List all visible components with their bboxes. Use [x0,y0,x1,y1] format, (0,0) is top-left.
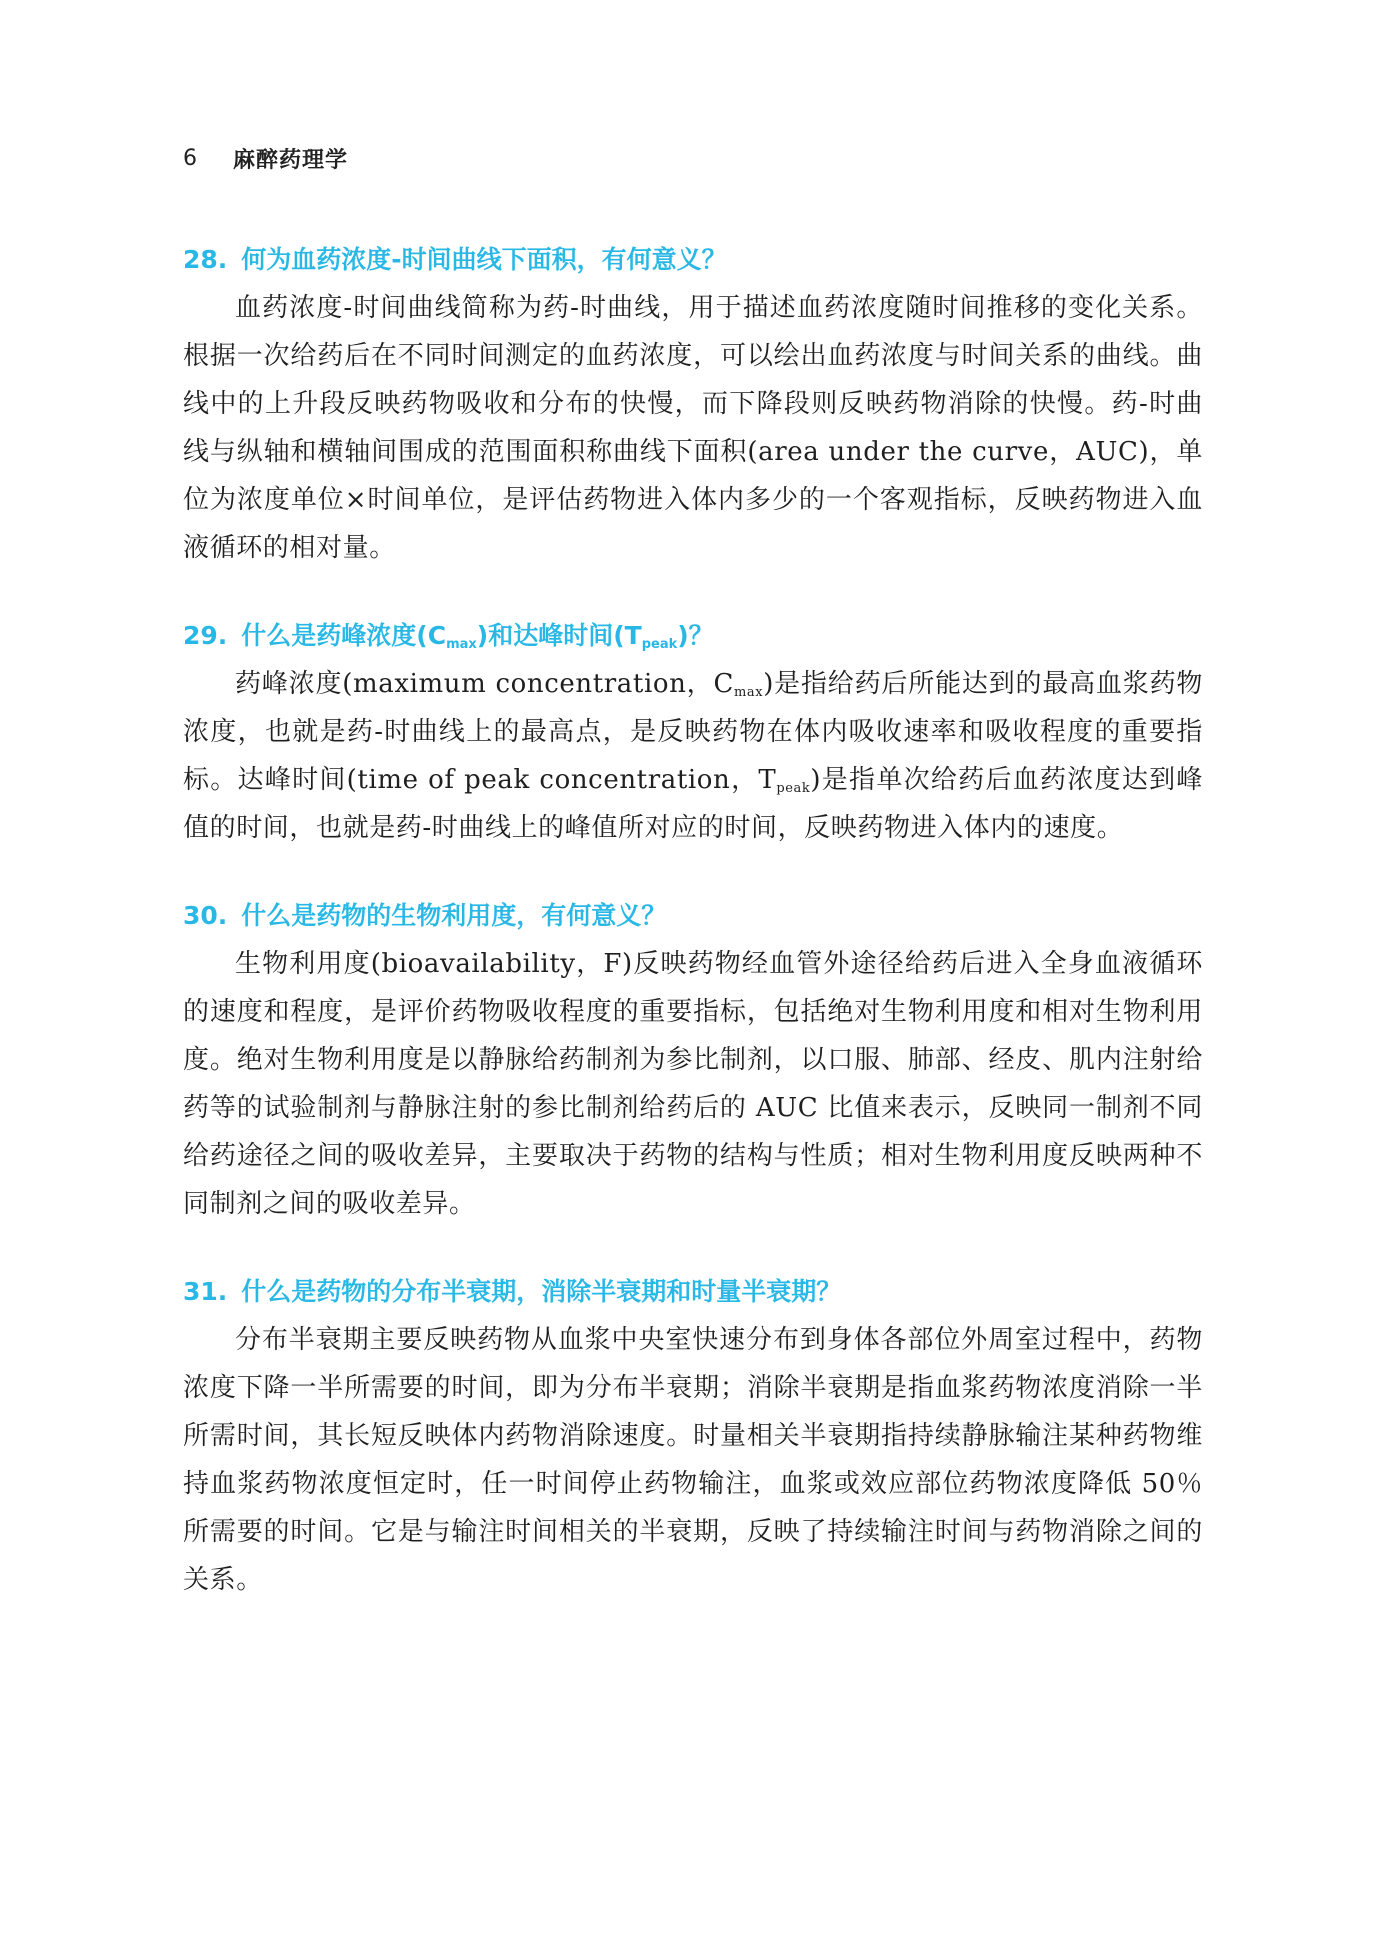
question-29-heading [183,612,1203,660]
question-number: 29. [183,621,228,650]
subscript-max: max [446,637,477,652]
answer-paragraph: 分布半衰期主要反映药物从血浆中央室快速分布到身体各部位外周室过程中，药物浓度下降一半所需要的时间，即为分布半衰期；消除半衰期是指血浆药物浓度消除一半所需时间，其长短反映体内药物消除速度。时量相关半衰期指持续静脉输注某种药物维持血浆药物浓度恒定时，任一时间停止药物输注，血浆或效应部位药物浓度降低 50％所需要的时间。它是与输注时间相关的半衰期，反映了持续输注时间与药物消除之间的关系。 [183,1325,1203,1595]
answer-paragraph [183,660,1203,852]
question-31-section [183,1268,1203,1604]
title-text: )？ [677,621,714,650]
question-title: 何为血药浓度-时间曲线下面积，有何意义？ [241,245,727,274]
subscript-peak: peak [641,637,678,652]
question-number: 30. [183,901,228,930]
question-29-section [183,612,1203,852]
subscript-peak: peak [776,781,811,796]
running-head [183,140,348,176]
question-number: 28. [183,245,228,274]
subscript-max: max [734,685,764,700]
body-text: 药峰浓度(maximum concentration，C [235,669,734,699]
question-title: 什么是药物的分布半衰期，消除半衰期和时量半衰期？ [241,1277,842,1306]
question-28-heading [183,236,1203,284]
question-31-heading [183,1268,1203,1316]
question-title [241,621,713,650]
page-content [183,236,1203,1644]
answer-paragraph: 生物利用度(bioavailability，F)反映药物经血管外途径给药后进入全身血液循环的速度和程度，是评价药物吸收程度的重要指标，包括绝对生物利用度和相对生物利用度。绝对生物利用度是以静脉给药制剂为参比制剂，以口服、肺部、经皮、肌内注射给药等的试验制剂与静脉注射的参比制剂给药后的 AUC 比值来表示，反映同一制剂不同给药途径之间的吸收差异，主要取决于药物的结构与性质；相对生物利用度反映两种不同制剂之间的吸收差异。 [183,949,1203,1219]
title-text: 什么是药峰浓度(C [241,621,447,650]
body-text: )是指给药后所能达到的最高血浆药物浓度，也就是药-时曲线上的最高点，是反映药物在体内吸收速率和吸收程度的重要指标。达峰时间(time of peak concentration，T [183,669,1203,795]
question-30-heading [183,892,1203,940]
question-28-section [183,236,1203,572]
question-title: 什么是药物的生物利用度，有何意义？ [241,901,667,930]
question-30-section [183,892,1203,1228]
answer-paragraph: 血药浓度-时间曲线简称为药-时曲线，用于描述血药浓度随时间推移的变化关系。根据一次给药后在不同时间测定的血药浓度，可以绘出血药浓度与时间关系的曲线。曲线中的上升段反映药物吸收和分布的快慢，而下降段则反映药物消除的快慢。药-时曲线与纵轴和横轴间围成的范围面积称曲线下面积(area under the curve，AUC)，单位为浓度单位×时间单位，是评估药物进入体内多少的一个客观指标，反映药物进入血液循环的相对量。 [183,293,1203,563]
page-number: 6 [183,145,197,171]
book-title: 麻醉药理学 [233,147,349,173]
title-text: )和达峰时间(T [476,621,642,650]
question-number: 31. [183,1277,228,1306]
body-text: )是指单次给药后血药浓度达到峰值的时间，也就是药-时曲线上的峰值所对应的时间，反映药物进入体内的速度。 [183,765,1203,843]
